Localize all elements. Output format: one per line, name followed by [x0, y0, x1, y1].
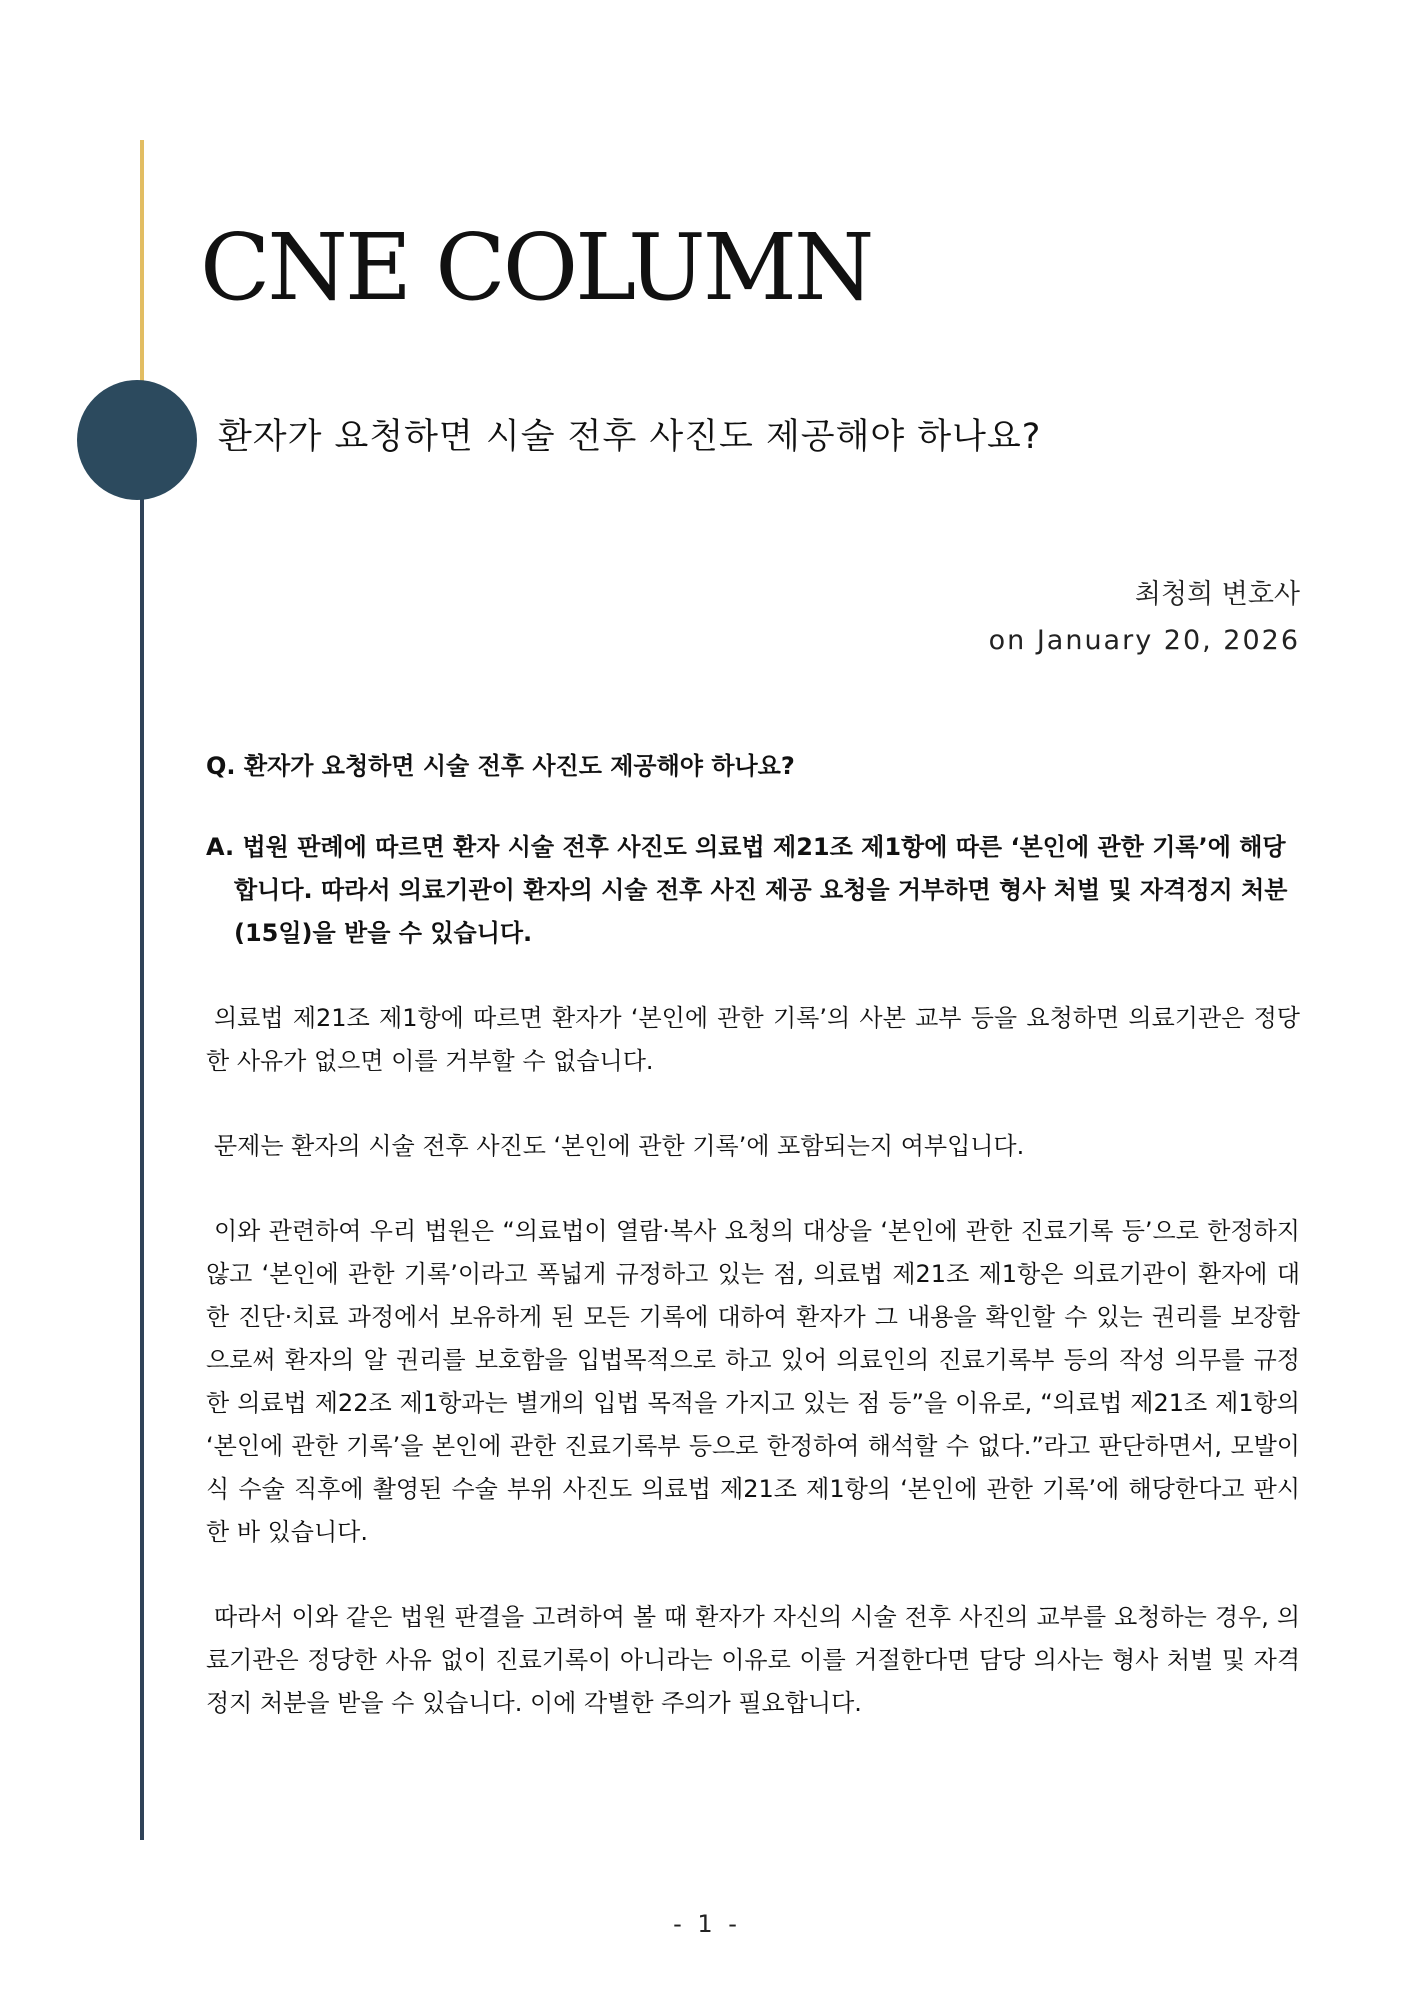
author-name: 최청희 변호사: [1134, 579, 1300, 610]
byline: [989, 572, 1300, 664]
body-paragraph: 이와 관련하여 우리 법원은 “의료법이 열람·복사 요청의 대상을 ‘본인에 관한 진료기록 등’으로 한정하지 않고 ‘본인에 관한 기록’이라고 폭넓게 규정하고 있는 점, 의료법 제21조 제1항은 의료기관이 환자에 대한 진단·치료 과정에서 보유하게 된 모든 기록에 대하여 환자가 그 내용을 확인할 수 있는 권리를 보장함으로써 환자의 알 권리를 보호함을 입법목적으로 하고 있어 의료인의 진료기록부 등의 작성 의무를 규정한 의료법 제22조 제1항과는 별개의 입법 목적을 가지고 있는 점 등”을 이유로, “의료법 제21조 제1항의 ‘본인에 관한 기록’을 본인에 관한 진료기록부 등으로 한정하여 해석할 수 없다.”라고 판단하면서, 모발이식 수술 직후에 촬영된 수술 부위 사진도 의료법 제21조 제1항의 ‘본인에 관한 기록’에 해당한다고 판시한 바 있습니다.: [206, 1217, 1300, 1546]
body-paragraph: 따라서 이와 같은 법원 판결을 고려하여 볼 때 환자가 자신의 시술 전후 사진의 교부를 요청하는 경우, 의료기관은 정당한 사유 없이 진료기록이 아니라는 이유로 이를 거절한다면 담당 의사는 형사 처벌 및 자격정지 처분을 받을 수 있습니다. 이에 각별한 주의가 필요합니다.: [206, 1603, 1300, 1717]
body-paragraph: 문제는 환자의 시술 전후 사진도 ‘본인에 관한 기록’에 포함되는지 여부입니다.: [214, 1132, 1025, 1160]
publish-date: on January 20, 2026: [988, 625, 1300, 656]
accent-circle: [77, 380, 197, 500]
article-subtitle: 환자가 요청하면 시술 전후 사진도 제공해야 하나요?: [218, 417, 1042, 457]
body-paragraph: 의료법 제21조 제1항에 따르면 환자가 ‘본인에 관한 기록’의 사본 교부 등을 요청하면 의료기관은 정당한 사유가 없으면 이를 거부할 수 없습니다.: [206, 1004, 1300, 1075]
masthead-title: CNE COLUMN: [200, 214, 872, 321]
page-number: - 1 -: [673, 1910, 741, 1938]
answer-summary: A. 법원 판례에 따르면 환자 시술 전후 사진도 의료법 제21조 제1항에 따른 ‘본인에 관한 기록’에 해당합니다. 따라서 의료기관이 환자의 시술 전후 사진 제공 요청을 거부하면 형사 처벌 및 자격정지 처분(15일)을 받을 수 있습니다.: [206, 833, 1288, 947]
navy-accent-rule: [140, 430, 144, 1840]
article-body: [206, 745, 1300, 1767]
question-heading: Q. 환자가 요청하면 시술 전후 사진도 제공해야 하나요?: [206, 752, 795, 780]
